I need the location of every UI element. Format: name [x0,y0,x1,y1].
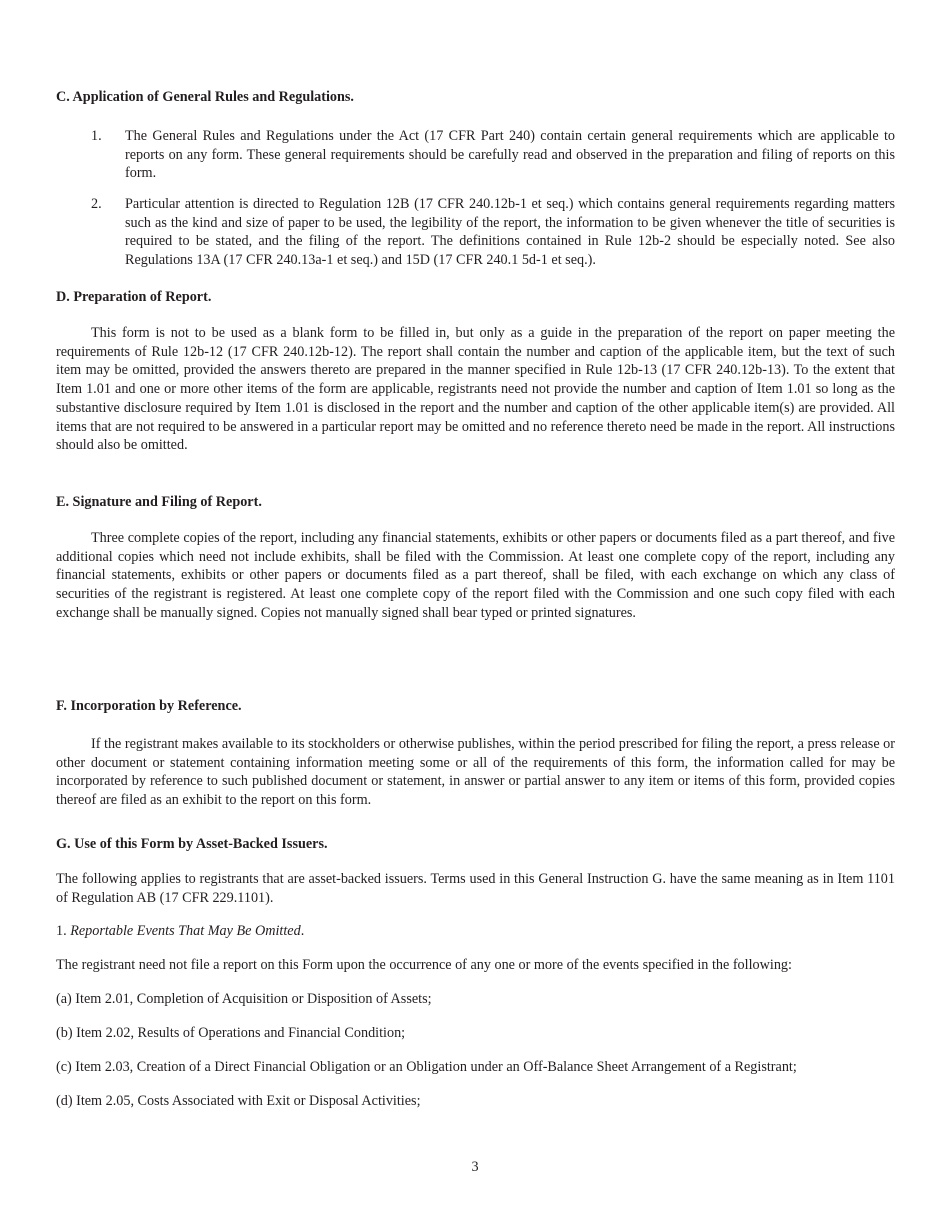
section-f-paragraph: If the registrant makes available to its stockholders or otherwise publishes, within the period prescribed for filing the report, a press release or other document or statement containing information meeting some or all of the requirements of this form, the information called for may be incorporated by reference to such published document or statement, in answer or partial answer to any item or items of this form, provided copies thereof are filed as an exhibit to the report on this form. [56,736,895,809]
section-c-item-1 [56,127,895,183]
section-c-item-2 [56,195,895,270]
list-item: (b) Item 2.02, Results of Operations and Financial Condition; [56,1025,406,1041]
list-item: (c) Item 2.03, Creation of a Direct Financial Obligation or an Obligation under an Off-Balance Sheet Arrangement of a Registrant; [56,1059,797,1075]
subheading-period: . [300,923,305,939]
section-g-heading: G. Use of this Form by Asset-Backed Issuers. [56,836,328,852]
section-d-paragraph: This form is not to be used as a blank form to be filled in, but only as a guide in the preparation of the report on paper meeting the requirements of Rule 12b-12 (17 CFR 240.12b-12). The report shall contain the number and caption of the applicable item, but the text of such item may be omitted, provided the answers thereto are prepared in the manner specified in Rule 12b-13 (17 CFR 240.12b-13). To the extent that Item 1.01 and one or more other items of the form are applicable, registrants need not provide the number and caption of Item 1.01 so long as the substantive disclosure required by Item 1.01 is disclosed in the report and the number and caption of the other applicable item(s) are provided. All items that are not required to be answered in a particular report may be omitted and no reference thereto need be made in the report. All instructions should also be omitted. [56,325,895,454]
list-item: (a) Item 2.01, Completion of Acquisition or Disposition of Assets; [56,991,432,1007]
section-g-lead: The registrant need not file a report on this Form upon the occurrence of any one or more of the events specified in the following: [56,957,792,973]
section-e-heading: E. Signature and Filing of Report. [56,494,262,510]
subheading-number: 1. [56,923,71,939]
section-e-paragraph: Three complete copies of the report, including any financial statements, exhibits or other papers or documents filed as a part thereof, and five additional copies which need not include exhibits, shall be filed with the Commission. At least one complete copy of the report, including any financial statements, exhibits or other papers or documents filed as a part thereof, shall be filed, with each exchange on which any class of securities of the registrant is registered. At least one complete copy of the report filed with the Commission and one such copy filed with each exchange shall be manually signed. Copies not manually signed shall bear typed or printed signatures. [56,530,895,621]
section-g-subheading [56,922,895,941]
item-number: 2. [91,196,102,212]
subheading-title: Reportable Events That May Be Omitted [70,923,301,939]
section-d-heading: D. Preparation of Report. [56,289,212,305]
section-f-heading: F. Incorporation by Reference. [56,698,242,714]
section-c-heading: C. Application of General Rules and Regulations. [56,89,354,105]
item-text: Particular attention is directed to Regulation 12B (17 CFR 240.12b-1 et seq.) which contains general requirements regarding matters such as the kind and size of paper to be used, the legibility of the report, the information to be given whenever the title of securities is required to be stated, and the filing of the report. The definitions contained in Rule 12b-2 should be especially noted. See also Regulations 13A (17 CFR 240.13a-1 et seq.) and 15D (17 CFR 240.1 5d-1 et seq.). [125,196,895,269]
item-text: The General Rules and Regulations under the Act (17 CFR Part 240) contain certain general requirements which are applicable to reports on any form. These general requirements should be carefully read and observed in the preparation and filing of reports on this form. [125,128,895,182]
section-g-intro: The following applies to registrants that are asset-backed issuers. Terms used in this General Instruction G. have the same meaning as in Item 1101 of Regulation AB (17 CFR 229.1101). [56,871,895,906]
item-number: 1. [91,128,102,144]
list-item: (d) Item 2.05, Costs Associated with Exit or Disposal Activities; [56,1093,421,1109]
page-number: 3 [471,1159,479,1175]
